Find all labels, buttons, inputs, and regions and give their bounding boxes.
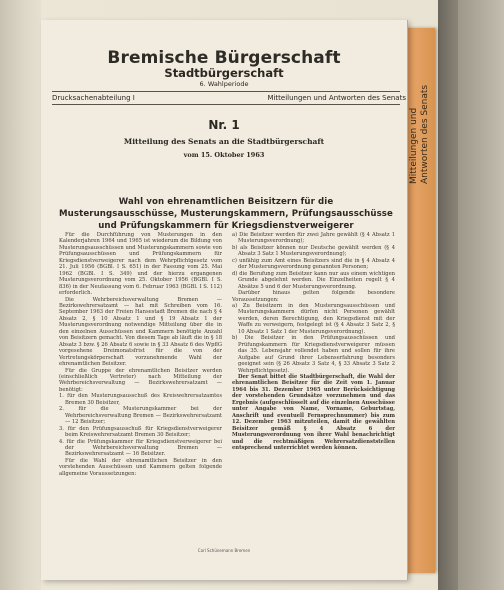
- masthead-period: 6. Wahlperiode: [199, 80, 249, 88]
- paragraph: Für die Wahl der ehrenamtlichen Beisitzer in den vorstehenden Ausschüssen und Kammern gelten folgende allgemeine Voraussetzungen:: [59, 457, 222, 477]
- list-item: a) Die Beisitzer werden für zwei Jahre gewählt (§ 4 Absatz 1 Musterungsverordnung);: [232, 232, 395, 245]
- list-item: 2. für die Musterungskammer bei der Wehrbereichsverwaltung Bremen — Bezirkswehrersatzamt — 12 Beisitzer;: [59, 406, 222, 426]
- binder-spine: [438, 0, 458, 590]
- text-column-left: [59, 232, 222, 477]
- header-rule-top: [52, 91, 400, 92]
- binder-left-edge: [0, 0, 41, 590]
- list-item: d) die Berufung zum Beisitzer kann nur aus einem wichtigen Grunde abgelehnt werden. Die Einzelheiten regelt § 4 Absätze 5 und 6 der Musterungsverordnung.: [232, 270, 395, 290]
- printer-imprint: Carl Schünemann Bremen: [197, 548, 251, 553]
- list-item: 3. für den Prüfungsausschuß für Kriegsdienstverweigerer beim Kreiswehrersatzamt Bremen 30 Beisitzer;: [59, 425, 222, 439]
- binder-cover: [458, 0, 504, 590]
- masthead-subtitle: Stadtbürgerschaft: [164, 66, 284, 80]
- paragraph: Die Wehrbereichsverwaltung Bremen — Bezirkswehrersatzamt — hat mit Schreiben vom 16. September 1963 der Freien Hansestadt Bremen die nach § 4 Absatz 2, § 10 Absatz 1 und § 19 Absatz 1 der Musterungsverordnung notwendige Mitteilung über die in den einzelnen Ausschüssen und Kammern benötigte Anzahl von Beisitzern gemacht. Von diesem Tage ab läuft die in § 18 Absatz 3 bzw. § 26 Absatz 6 sowie in § 33 Absatz 6 des WpflG vorgesehene Dreimonatsfrist für die von der Vertretungskörperschaft vorzunehmende Wahl der ehrenamtlichen Beisitzer.: [59, 296, 222, 368]
- paragraph: Der Senat bittet die Stadtbürgerschaft, die Wahl der ehrenamtlichen Beisitzer für die Zeit vom 1. Januar 1964 bis 31. Dezember 1965 unter Berücksichtigung der vorstehenden Grundsätze vorzunehmen und das Ergebnis (aufgeschlüsselt auf die einzelnen Ausschüsse unter Angabe von Name, Vorname, Geburtstag, Anschrift und eventuell Fernsprechnummer) bis zum 12. Dezember 1963 mitzuteilen, damit die gewählten Beisitzer gemäß § 4 Absatz 6 der Musterungsverordnung von ihrer Wahl benachrichtigt und die rechtmäßigen Wehrersatzdienststellen entsprechend unterrichtet werden können.: [232, 373, 395, 451]
- list-item: b) als Beisitzer können nur Deutsche gewählt werden (§ 4 Absatz 3 Satz 1 Musterungsverordnung);: [232, 244, 395, 258]
- paragraph: Für die Gruppe der ehrenamtlichen Beisitzer werden (einschließlich Vertreter) nach Mitteilung der Wehrbereichsverwaltung — Bezirkswehrersatzamt — benötigt:: [59, 367, 222, 393]
- section-label: Drucksachenabteilung I: [52, 94, 135, 102]
- section-category: Mitteilungen und Antworten des Senats: [267, 94, 406, 102]
- list-item: b) Die Beisitzer in den Prüfungsausschüssen und Prüfungskammern für Kriegsdienstverweigerer müssen das 35. Lebensjahr vollendet haben und sollen für ihre Aufgabe auf Grund ihrer Lebenserfahrung besonders geeignet sein (§ 26 Absatz 3 Satz 4, § 33 Absatz 3 Satz 2 Wehrpflichtgesetz).: [232, 335, 395, 374]
- text-column-right: [232, 232, 395, 451]
- header-rule-bottom: [52, 104, 400, 105]
- list-item: 4. für die Prüfungskammer für Kriegsdienstverweigerer bei der Wehrbereichsverwaltung Bremen — Bezirkswehrersatzamt — 16 Beisitzer.: [59, 438, 222, 458]
- document-number: Nr. 1: [208, 118, 240, 132]
- paragraph: Für die Durchführung von Musterungen in den Kalenderjahren 1964 und 1965 ist wiederum die Bildung von Musterungsausschüssen und Musterungskammern sowie von Prüfungsausschüssen und Prüfungskammern für Kriegsdienstverweigerer nach dem Wehrpflichtgesetz vom 21. Juli 1956 (BGBl. I S. 651) in der Fassung vom 25. Mai 1962 (BGBl. I S. 349) und der hierzu ergangenen Musterungsverordnung vom 25. Oktober 1956 (BGBl. I S. 836) in der Neufassung vom 6. Februar 1963 (BGBl. I S. 112) erforderlich.: [59, 232, 222, 297]
- masthead-title: Bremische Bürgerschaft: [107, 48, 341, 68]
- paragraph: Darüber hinaus gelten folgende besondere Voraussetzungen:: [232, 290, 395, 303]
- list-item: a) Zu Beisitzern in den Musterungsausschüssen und Musterungskammern dürfen nicht Personen gewählt werden, deren Berechtigung, den Kriegsdienst mit der Waffe zu verweigern, festgelegt ist (§ 4 Absatz 3 Satz 2, § 10 Absatz 1 Satz 1 der Musterungsverordnung).: [232, 302, 395, 335]
- list-item: 1. für den Musterungsausschuß des Kreiswehrersatzamtes Bremen 30 Beisitzer,: [59, 393, 222, 406]
- document-date: vom 15. Oktober 1963: [183, 151, 265, 159]
- index-tab-label: Mitteilungen und Antworten des Senats: [409, 84, 430, 184]
- document-heading: Mitteilung des Senats an die Stadtbürgerschaft: [123, 137, 325, 146]
- list-item: c) unfähig zum Amt eines Beisitzers sind die in § 4 Absatz 4 der Musterungsverordnung genannten Personen;: [232, 257, 395, 271]
- document-title: Wahl von ehrenamtlichen Beisitzern für die Musterungsausschüsse, Musterungskammern, Prüfungsausschüsse und Prüfungskammern für Kriegsdienstverweigerer: [59, 197, 393, 231]
